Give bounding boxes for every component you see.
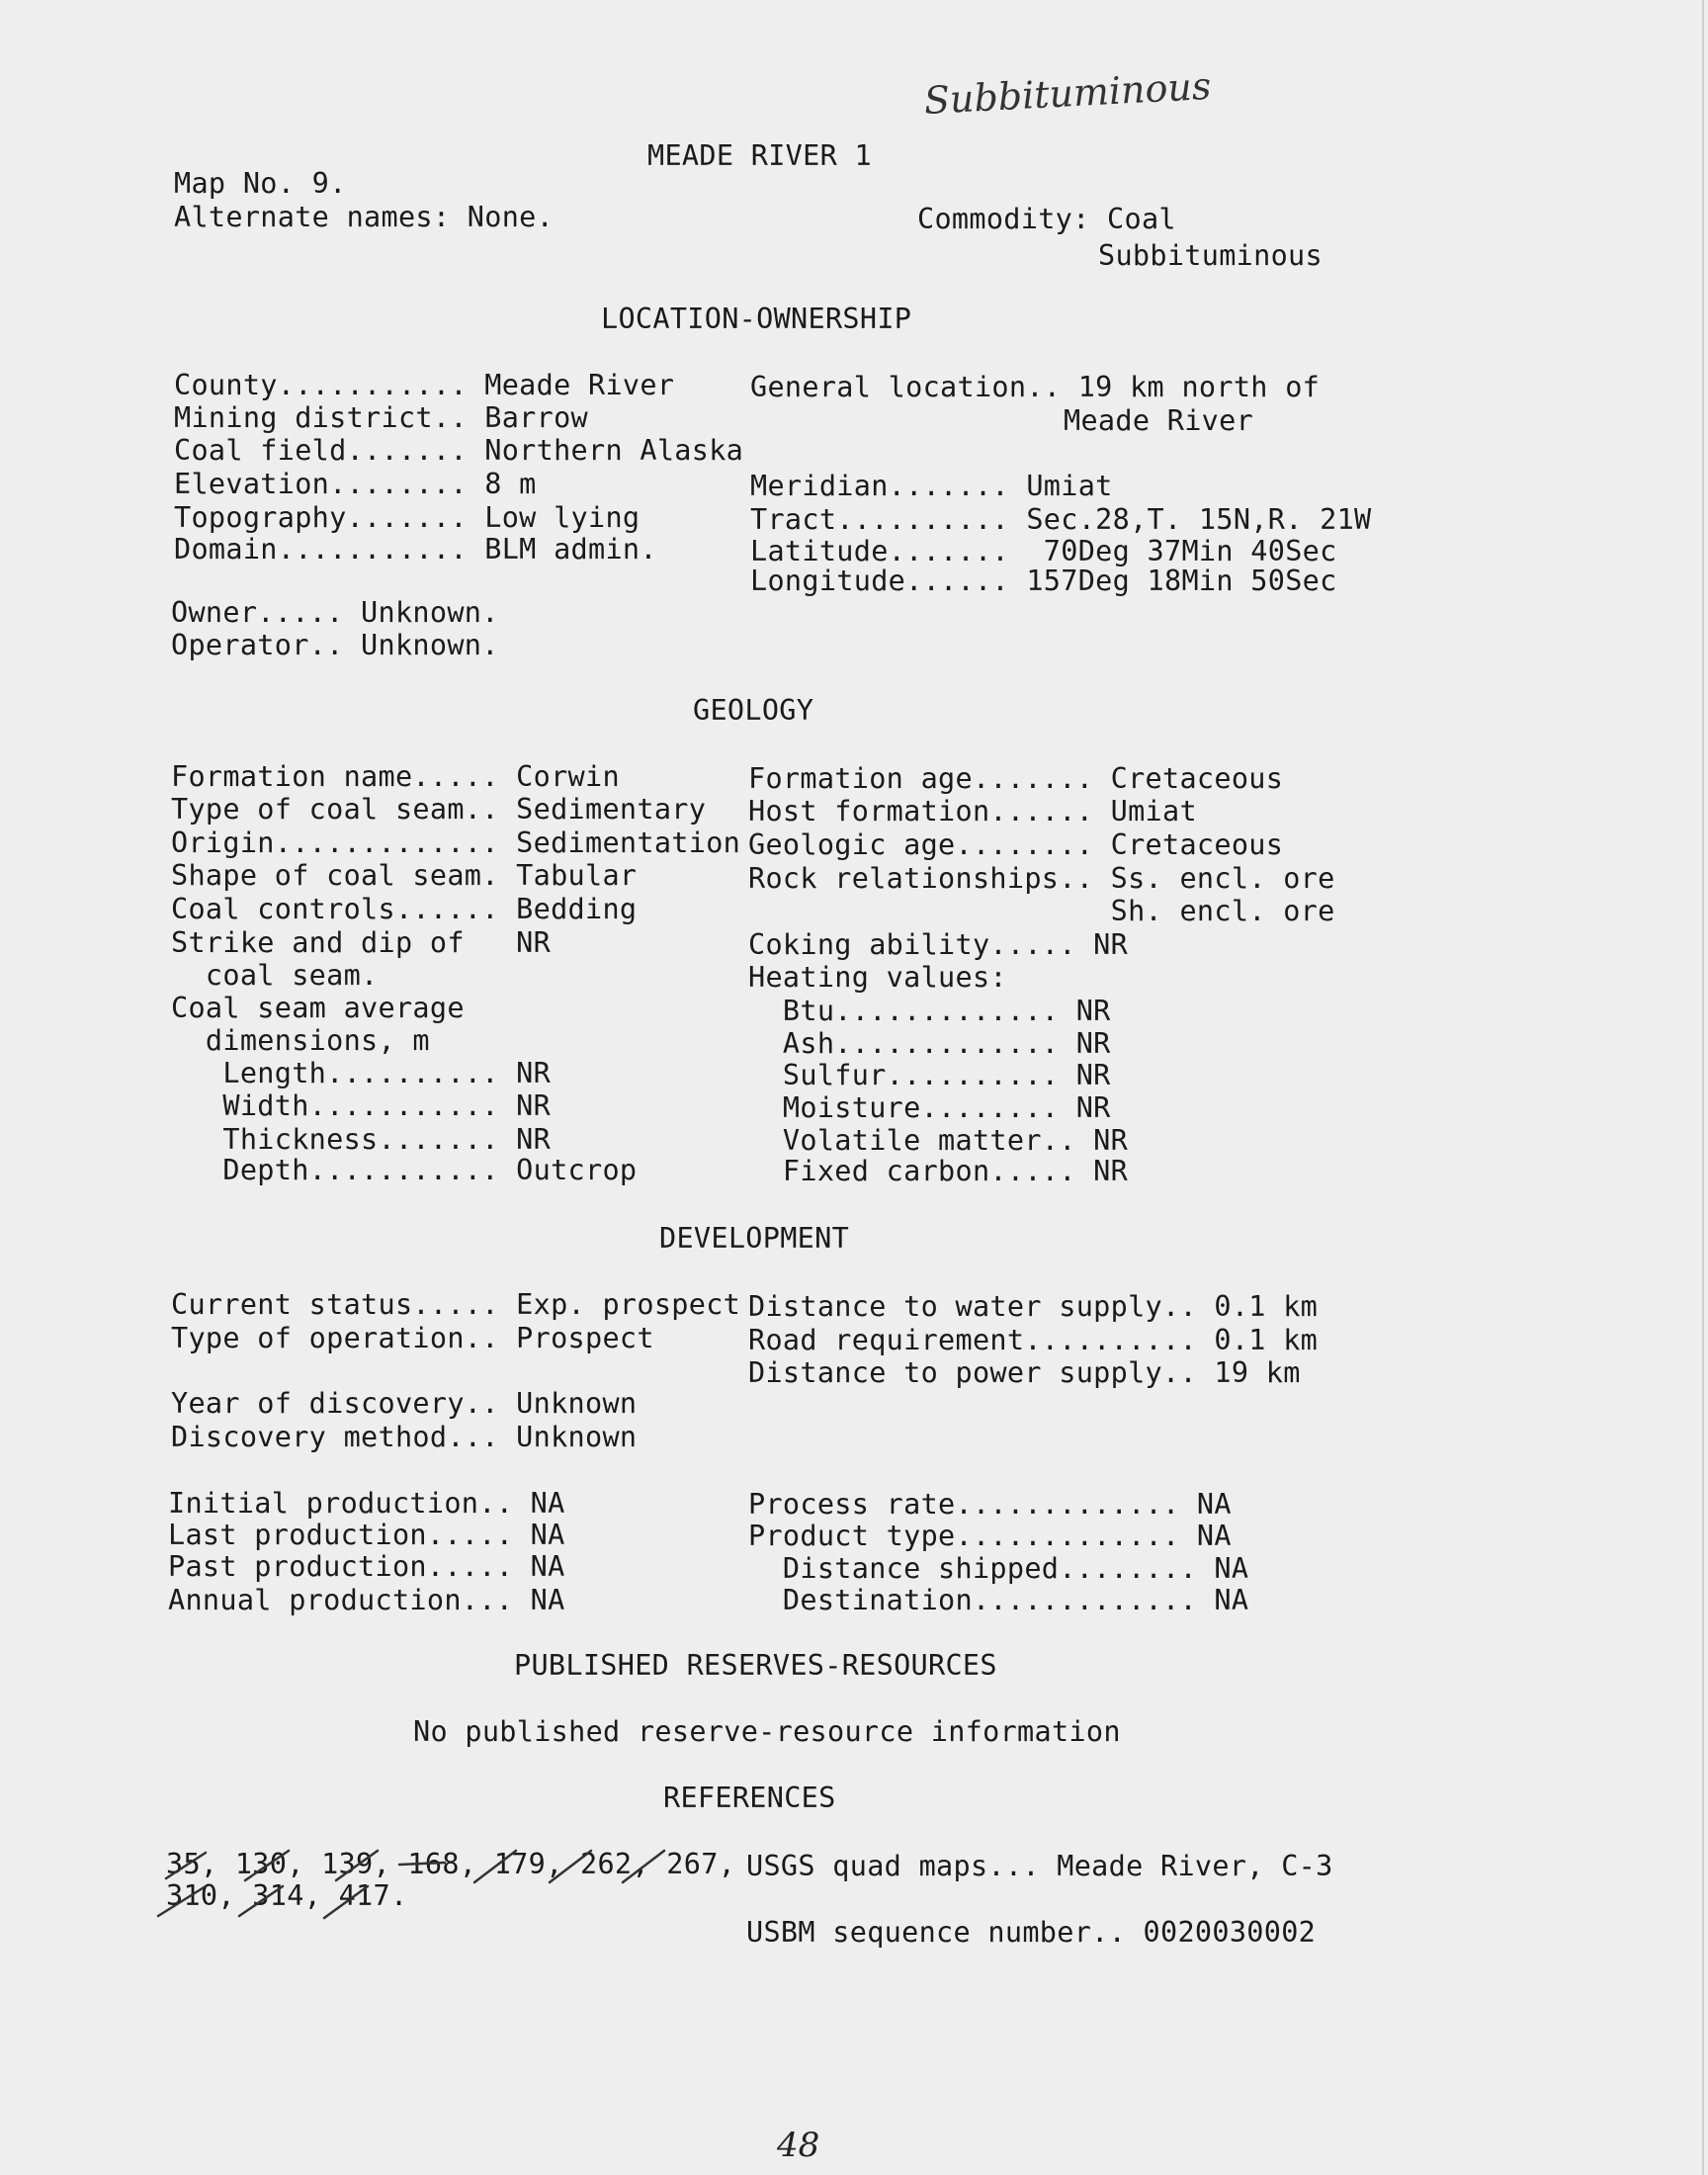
geology-field: Host formation...... Umiat bbox=[748, 795, 1197, 827]
geology-field: Shape of coal seam. Tabular bbox=[171, 859, 638, 892]
geology-field: Formation age....... Cretaceous bbox=[748, 762, 1284, 795]
production-field: Last production..... NA bbox=[168, 1519, 565, 1551]
section-heading-geology: GEOLOGY bbox=[693, 694, 814, 727]
production-field: Initial production.. NA bbox=[168, 1487, 565, 1520]
geology-field: Geologic age........ Cretaceous bbox=[748, 828, 1284, 861]
location-field: Elevation........ 8 m bbox=[174, 468, 537, 500]
commodity-type: Subbituminous bbox=[1098, 239, 1323, 272]
geology-field: Coal controls...... Bedding bbox=[171, 893, 638, 925]
development-field: Year of discovery.. Unknown bbox=[171, 1387, 638, 1420]
operator: Operator.. Unknown. bbox=[171, 629, 499, 661]
geology-field: Sulfur.......... NR bbox=[748, 1059, 1111, 1091]
geology-field: Type of coal seam.. Sedimentary bbox=[171, 793, 707, 826]
geology-field: Heating values: bbox=[748, 961, 1007, 994]
geology-field: Depth........... Outcrop bbox=[171, 1154, 638, 1186]
page-number: 48 bbox=[777, 2126, 820, 2165]
geology-field: dimensions, m bbox=[171, 1024, 430, 1057]
geology-field: Rock relationships.. Ss. encl. ore bbox=[748, 862, 1335, 895]
location-field: Coal field....... Northern Alaska bbox=[174, 434, 744, 467]
geology-field: Volatile matter.. NR bbox=[748, 1124, 1129, 1157]
reference-numbers-line1: 35, 130, 139, 168, 179, 262, 267, bbox=[166, 1848, 736, 1880]
handwritten-note: Subbituminous bbox=[922, 63, 1213, 123]
development-field: Distance to power supply.. 19 km bbox=[748, 1356, 1301, 1389]
page-edge-right bbox=[1702, 0, 1704, 2175]
production-field: Annual production... NA bbox=[168, 1584, 565, 1616]
usbm-sequence-number: USBM sequence number.. 0020030002 bbox=[746, 1916, 1317, 1949]
production-field: Process rate............. NA bbox=[748, 1488, 1232, 1521]
map-number: Map No. 9. bbox=[174, 167, 347, 200]
geology-field: Origin............. Sedimentation bbox=[171, 826, 741, 859]
geology-field: Btu............. NR bbox=[748, 995, 1111, 1027]
geology-field: Coal seam average bbox=[171, 992, 465, 1024]
location-field: Mining district.. Barrow bbox=[174, 401, 589, 434]
development-field: Discovery method... Unknown bbox=[171, 1421, 638, 1453]
development-field: Current status..... Exp. prospect bbox=[171, 1288, 741, 1321]
section-heading-references: REFERENCES bbox=[663, 1782, 836, 1814]
document-title: MEADE RIVER 1 bbox=[647, 139, 872, 172]
location-field: Tract.......... Sec.28,T. 15N,R. 21W bbox=[750, 503, 1372, 536]
section-heading-development: DEVELOPMENT bbox=[659, 1222, 850, 1255]
location-field: Meade River bbox=[1064, 404, 1254, 437]
location-field: County........... Meade River bbox=[174, 369, 675, 401]
geology-field: coal seam. bbox=[171, 959, 379, 992]
geology-field: Fixed carbon..... NR bbox=[748, 1155, 1129, 1187]
geology-field: Sh. encl. ore bbox=[748, 895, 1335, 927]
owner: Owner..... Unknown. bbox=[171, 596, 499, 629]
location-field: Latitude....... 70Deg 37Min 40Sec bbox=[750, 535, 1337, 567]
geology-field: Coking ability..... NR bbox=[748, 928, 1129, 961]
section-heading-location: LOCATION-OWNERSHIP bbox=[601, 303, 912, 335]
geology-field: Strike and dip of NR bbox=[171, 926, 552, 959]
alternate-names: Alternate names: None. bbox=[174, 201, 555, 233]
location-field: Topography....... Low lying bbox=[174, 501, 640, 534]
development-field: Type of operation.. Prospect bbox=[171, 1322, 654, 1354]
geology-field: Length.......... NR bbox=[171, 1057, 552, 1089]
section-heading-reserves: PUBLISHED RESERVES-RESOURCES bbox=[514, 1649, 997, 1682]
geology-field: Moisture........ NR bbox=[748, 1091, 1111, 1124]
location-field: Domain........... BLM admin. bbox=[174, 533, 657, 566]
production-field: Past production..... NA bbox=[168, 1550, 565, 1583]
reserves-text: No published reserve-resource information bbox=[413, 1715, 1121, 1748]
geology-field: Width........... NR bbox=[171, 1089, 552, 1122]
geology-field: Formation name..... Corwin bbox=[171, 760, 620, 793]
location-field: Longitude...... 157Deg 18Min 50Sec bbox=[750, 565, 1337, 597]
commodity: Commodity: Coal bbox=[917, 203, 1176, 235]
production-field: Product type............. NA bbox=[748, 1520, 1232, 1552]
location-field: General location.. 19 km north of bbox=[750, 371, 1321, 403]
geology-field: Thickness....... NR bbox=[171, 1123, 552, 1156]
usgs-quad-maps: USGS quad maps... Meade River, C-3 bbox=[746, 1850, 1333, 1882]
production-field: Distance shipped........ NA bbox=[748, 1552, 1249, 1585]
development-field: Distance to water supply.. 0.1 km bbox=[748, 1290, 1319, 1323]
development-field: Road requirement.......... 0.1 km bbox=[748, 1324, 1319, 1356]
geology-field: Ash............. NR bbox=[748, 1027, 1111, 1060]
location-field: Meridian....... Umiat bbox=[750, 470, 1113, 502]
production-field: Destination............. NA bbox=[748, 1584, 1249, 1616]
reference-numbers-line2: 310, 314, 417. bbox=[166, 1879, 408, 1912]
